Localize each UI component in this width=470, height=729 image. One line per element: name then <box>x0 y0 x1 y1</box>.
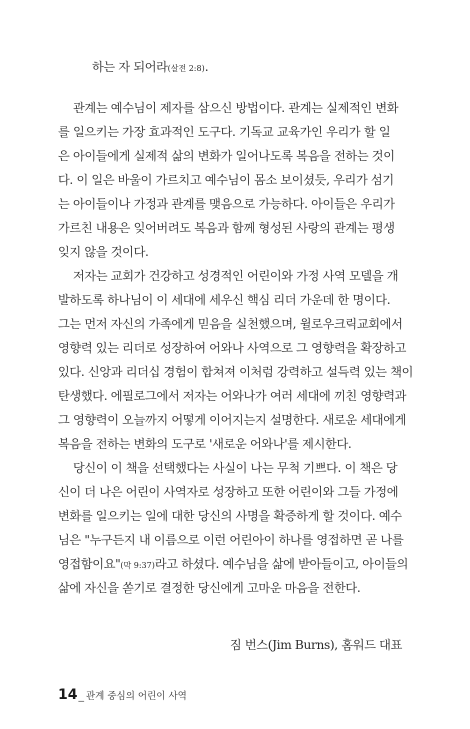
text-line: 는 아이들이나 가정과 관계를 맺음으로 가능하다. 아이들은 우리가 <box>58 197 395 211</box>
text-line <box>92 59 208 77</box>
running-title: 관계 중심의 어린이 사역 <box>85 691 187 702</box>
scripture-citation: (막 9:37) <box>120 561 155 570</box>
text-line: 삶에 자신을 쏟기로 결정한 당신에게 고마운 마음을 전한다. <box>58 581 361 595</box>
text-line: 잊지 않을 것이다. <box>58 245 149 259</box>
text-line: 영향력 있는 리더로 성장하여 어와나 사역으로 그 영향력을 확장하고 <box>58 341 407 355</box>
text-line: 복음을 전하는 변화의 도구로 '새로운 어와나'를 제시한다. <box>58 437 352 451</box>
scripture-citation: (살전 2:8) <box>167 64 205 73</box>
text-line: 를 일으키는 가장 효과적인 도구다. 기독교 교육가인 우리가 할 일 <box>58 125 391 139</box>
text-line: 관계는 예수님이 제자를 삼으신 방법이다. 관계는 실제적인 변화 <box>73 101 399 115</box>
text-line: 그는 먼저 자신의 가족에게 믿음을 실천했으며, 윌로우크릭교회에서 <box>58 317 403 331</box>
text-fragment: 영접함이요" <box>58 557 121 571</box>
text-line: 다. 이 일은 바울이 가르치고 예수님이 몸소 보이셨듯, 우리가 섬기 <box>58 173 394 187</box>
author-signature: 짐 번스(Jim Burns), 홈워드 대표 <box>229 638 402 652</box>
text-line: 그 영향력이 오늘까지 어떻게 이어지는지 설명한다. 새로운 세대에게 <box>58 413 407 427</box>
text-line: 저자는 교회가 건강하고 성경적인 어린이와 가정 사역 모델을 개 <box>73 269 399 283</box>
text-line: 가르친 내용은 잊어버려도 복음과 함께 형성된 사랑의 관계는 평생 <box>58 221 395 235</box>
text-line: 발하도록 하나님이 이 세대에 세우신 핵심 리더 가운데 한 명이다. <box>58 293 391 307</box>
footer-separator: _ <box>78 689 84 702</box>
page-number: 14 <box>58 687 78 703</box>
text-line: 탄생했다. 에필로그에서 저자는 어와나가 여러 세대에 끼친 영향력과 <box>58 389 407 403</box>
text-fragment: . <box>204 60 209 74</box>
text-line: 신이 더 나은 어린이 사역자로 성장하고 또한 어린이와 그들 가정에 <box>58 485 399 499</box>
text-fragment: 라고 하셨다. 예수님을 삶에 받아들이고, 아이들의 <box>154 557 408 571</box>
text-line: 있다. 신앙과 리더십 경험이 합쳐져 이처럼 강력하고 설득력 있는 책이 <box>58 365 414 379</box>
text-fragment: 하는 자 되어라 <box>92 60 168 74</box>
text-line: 변화를 일으키는 일에 대한 당신의 사명을 확증하게 할 것이다. 예수 <box>58 509 402 523</box>
text-line <box>58 556 408 574</box>
text-line: 당신이 이 책을 선택했다는 사실이 나는 무척 기쁘다. 이 책은 당 <box>73 461 398 475</box>
text-line: 님은 "누구든지 내 이름으로 이런 어린아이 하나를 영접하면 곧 나를 <box>58 533 404 547</box>
page-footer <box>58 684 187 703</box>
text-line: 은 아이들에게 실제적 삶의 변화가 일어나도록 복음을 전하는 것이 <box>58 149 395 163</box>
